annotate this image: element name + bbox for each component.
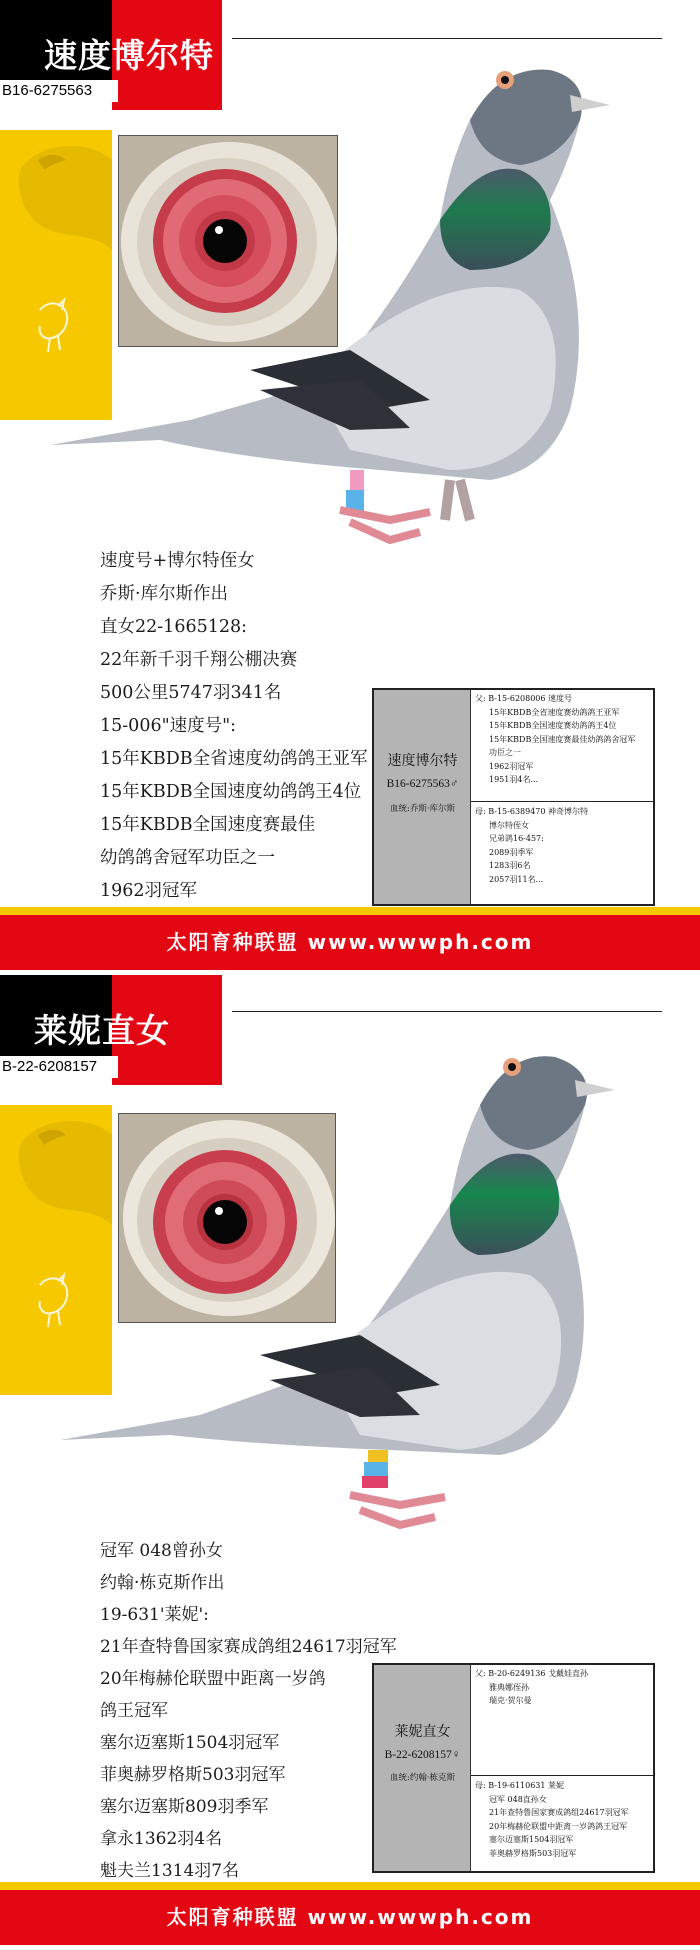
pigeon-description [100, 545, 368, 908]
desc-line: 鸽王冠军 [100, 1701, 168, 1721]
sire-line: 瑞克·贺尔曼 [489, 1696, 532, 1705]
pedigree-dam [475, 1779, 651, 1860]
sire-line: 父: B-15-6208006 速度号 [475, 694, 573, 703]
pedigree-name: 莱妮直女 [394, 1724, 451, 1740]
brand-watermark: HELIOS [14, 102, 97, 126]
footer-banner [0, 907, 700, 975]
ad-title: 莱妮直女 [34, 1011, 170, 1050]
pedigree-sire [475, 692, 651, 787]
dam-line: 冠军 048直孙女 [489, 1794, 547, 1804]
pedigree-name: 速度博尔特 [387, 753, 458, 769]
sire-line: 父: B-20-6249136 戈戴娃直孙 [475, 1669, 589, 1678]
pigeon-photo [50, 1045, 670, 1605]
sire-line: 15年KBDB全国速度赛幼鸽鸽王4位 [489, 721, 617, 730]
dam-line: 2057羽11名... [489, 874, 544, 884]
desc-line: 速度号+博尔特侄女 [100, 551, 255, 571]
desc-line: 15-006"速度号": [100, 716, 237, 736]
brand-watermark: HELIOS [14, 1078, 97, 1102]
desc-line: 魁夫兰1314羽7名 [100, 1861, 240, 1881]
sire-line: 1951羽4名... [489, 775, 539, 784]
footer-text: 太阳育种联盟 www.wwwph.com [0, 1890, 700, 1945]
header-rule [232, 1011, 662, 1012]
desc-line: 1962羽冠军 [100, 881, 198, 901]
desc-line: 塞尔迈塞斯809羽季军 [100, 1797, 269, 1817]
pedigree-breeder: 血统:约翰·栋克斯 [389, 1773, 456, 1783]
pedigree-table [372, 1663, 655, 1873]
footer-banner [0, 1882, 700, 1950]
pedigree-subject [374, 1665, 471, 1871]
pigeon-ad-2 [0, 975, 700, 1950]
desc-line: 22年新千羽千翔公棚决赛 [100, 650, 298, 670]
desc-line: 20年梅赫伦联盟中距离一岁鸽 [100, 1669, 326, 1689]
dam-line: 博尔特侄女 [489, 820, 529, 830]
sire-line: 雅典娜侄孙 [489, 1682, 529, 1692]
desc-line: 直女22-1665128: [100, 617, 248, 637]
ad-title: 速度博尔特 [44, 36, 214, 75]
dam-line: 2089羽季军 [489, 847, 534, 857]
desc-line: 菲奥赫罗格斯503羽冠军 [100, 1765, 286, 1785]
pedigree-ring: B16-6275563♂ [386, 778, 459, 790]
dam-line: 20年梅赫伦联盟中距离一岁鸽鸽王冠军 [489, 1821, 628, 1831]
sire-line: 1962羽冠军 [489, 761, 534, 771]
footer-stripe [0, 907, 700, 915]
desc-line: 15年KBDB全省速度幼鸽鸽王亚军 [100, 749, 368, 769]
pedigree-subject [374, 690, 471, 904]
sire-line: 15年KBDB全国速度赛最佳幼鸽鸽舍冠军 [489, 734, 636, 744]
desc-line: 19-631'莱妮': [100, 1605, 209, 1625]
dam-line: 塞尔迈塞斯1504羽冠军 [489, 1835, 574, 1844]
desc-line: 乔斯·库尔斯作出 [100, 584, 229, 604]
pedigree-divider [471, 1775, 653, 1776]
dam-line: 母: B-15-6389470 神奇博尔特 [475, 807, 589, 816]
pedigree-dam [475, 805, 651, 886]
pedigree-divider [471, 801, 653, 802]
pedigree-breeder: 血统:乔斯·库尔斯 [389, 804, 456, 814]
ring-number: B16-6275563 [0, 80, 118, 102]
desc-line: 500公里5747羽341名 [100, 683, 282, 703]
dam-line: 母: B-19-6110631 莱妮 [475, 1781, 565, 1790]
dam-line: 兄弟鸽16-457: [489, 834, 544, 843]
header-rule [232, 38, 662, 39]
pedigree-ring: B-22-6208157♀ [384, 1749, 461, 1761]
sire-line: 功臣之一 [489, 748, 521, 757]
pedigree-parents [471, 1665, 653, 1871]
desc-line: 15年KBDB全国速度幼鸽鸽王4位 [100, 782, 362, 802]
footer-text: 太阳育种联盟 www.wwwph.com [0, 915, 700, 970]
desc-line: 拿永1362羽4名 [100, 1829, 223, 1849]
pedigree-table [372, 688, 655, 906]
desc-line: 21年查特鲁国家赛成鸽组24617羽冠军 [100, 1637, 397, 1657]
desc-line: 约翰·栋克斯作出 [100, 1573, 225, 1593]
pedigree-sire [475, 1667, 651, 1708]
footer-stripe [0, 1882, 700, 1890]
desc-line: 幼鸽鸽舍冠军功臣之一 [100, 848, 275, 868]
desc-line: 冠军 048曾孙女 [100, 1541, 223, 1561]
pedigree-parents [471, 690, 653, 904]
desc-line: 塞尔迈塞斯1504羽冠军 [100, 1733, 280, 1753]
dam-line: 菲奥赫罗格斯503羽冠军 [489, 1848, 577, 1858]
sire-line: 15年KBDB全省速度赛幼鸽鸽王亚军 [489, 707, 620, 717]
pigeon-description [100, 1535, 397, 1887]
dam-line: 21年查特鲁国家赛成鸽组24617羽冠军 [489, 1808, 629, 1817]
dam-line: 1283羽6名 [489, 861, 531, 870]
desc-line: 15年KBDB全国速度赛最佳 [100, 815, 316, 835]
ring-number: B-22-6208157 [0, 1056, 118, 1078]
